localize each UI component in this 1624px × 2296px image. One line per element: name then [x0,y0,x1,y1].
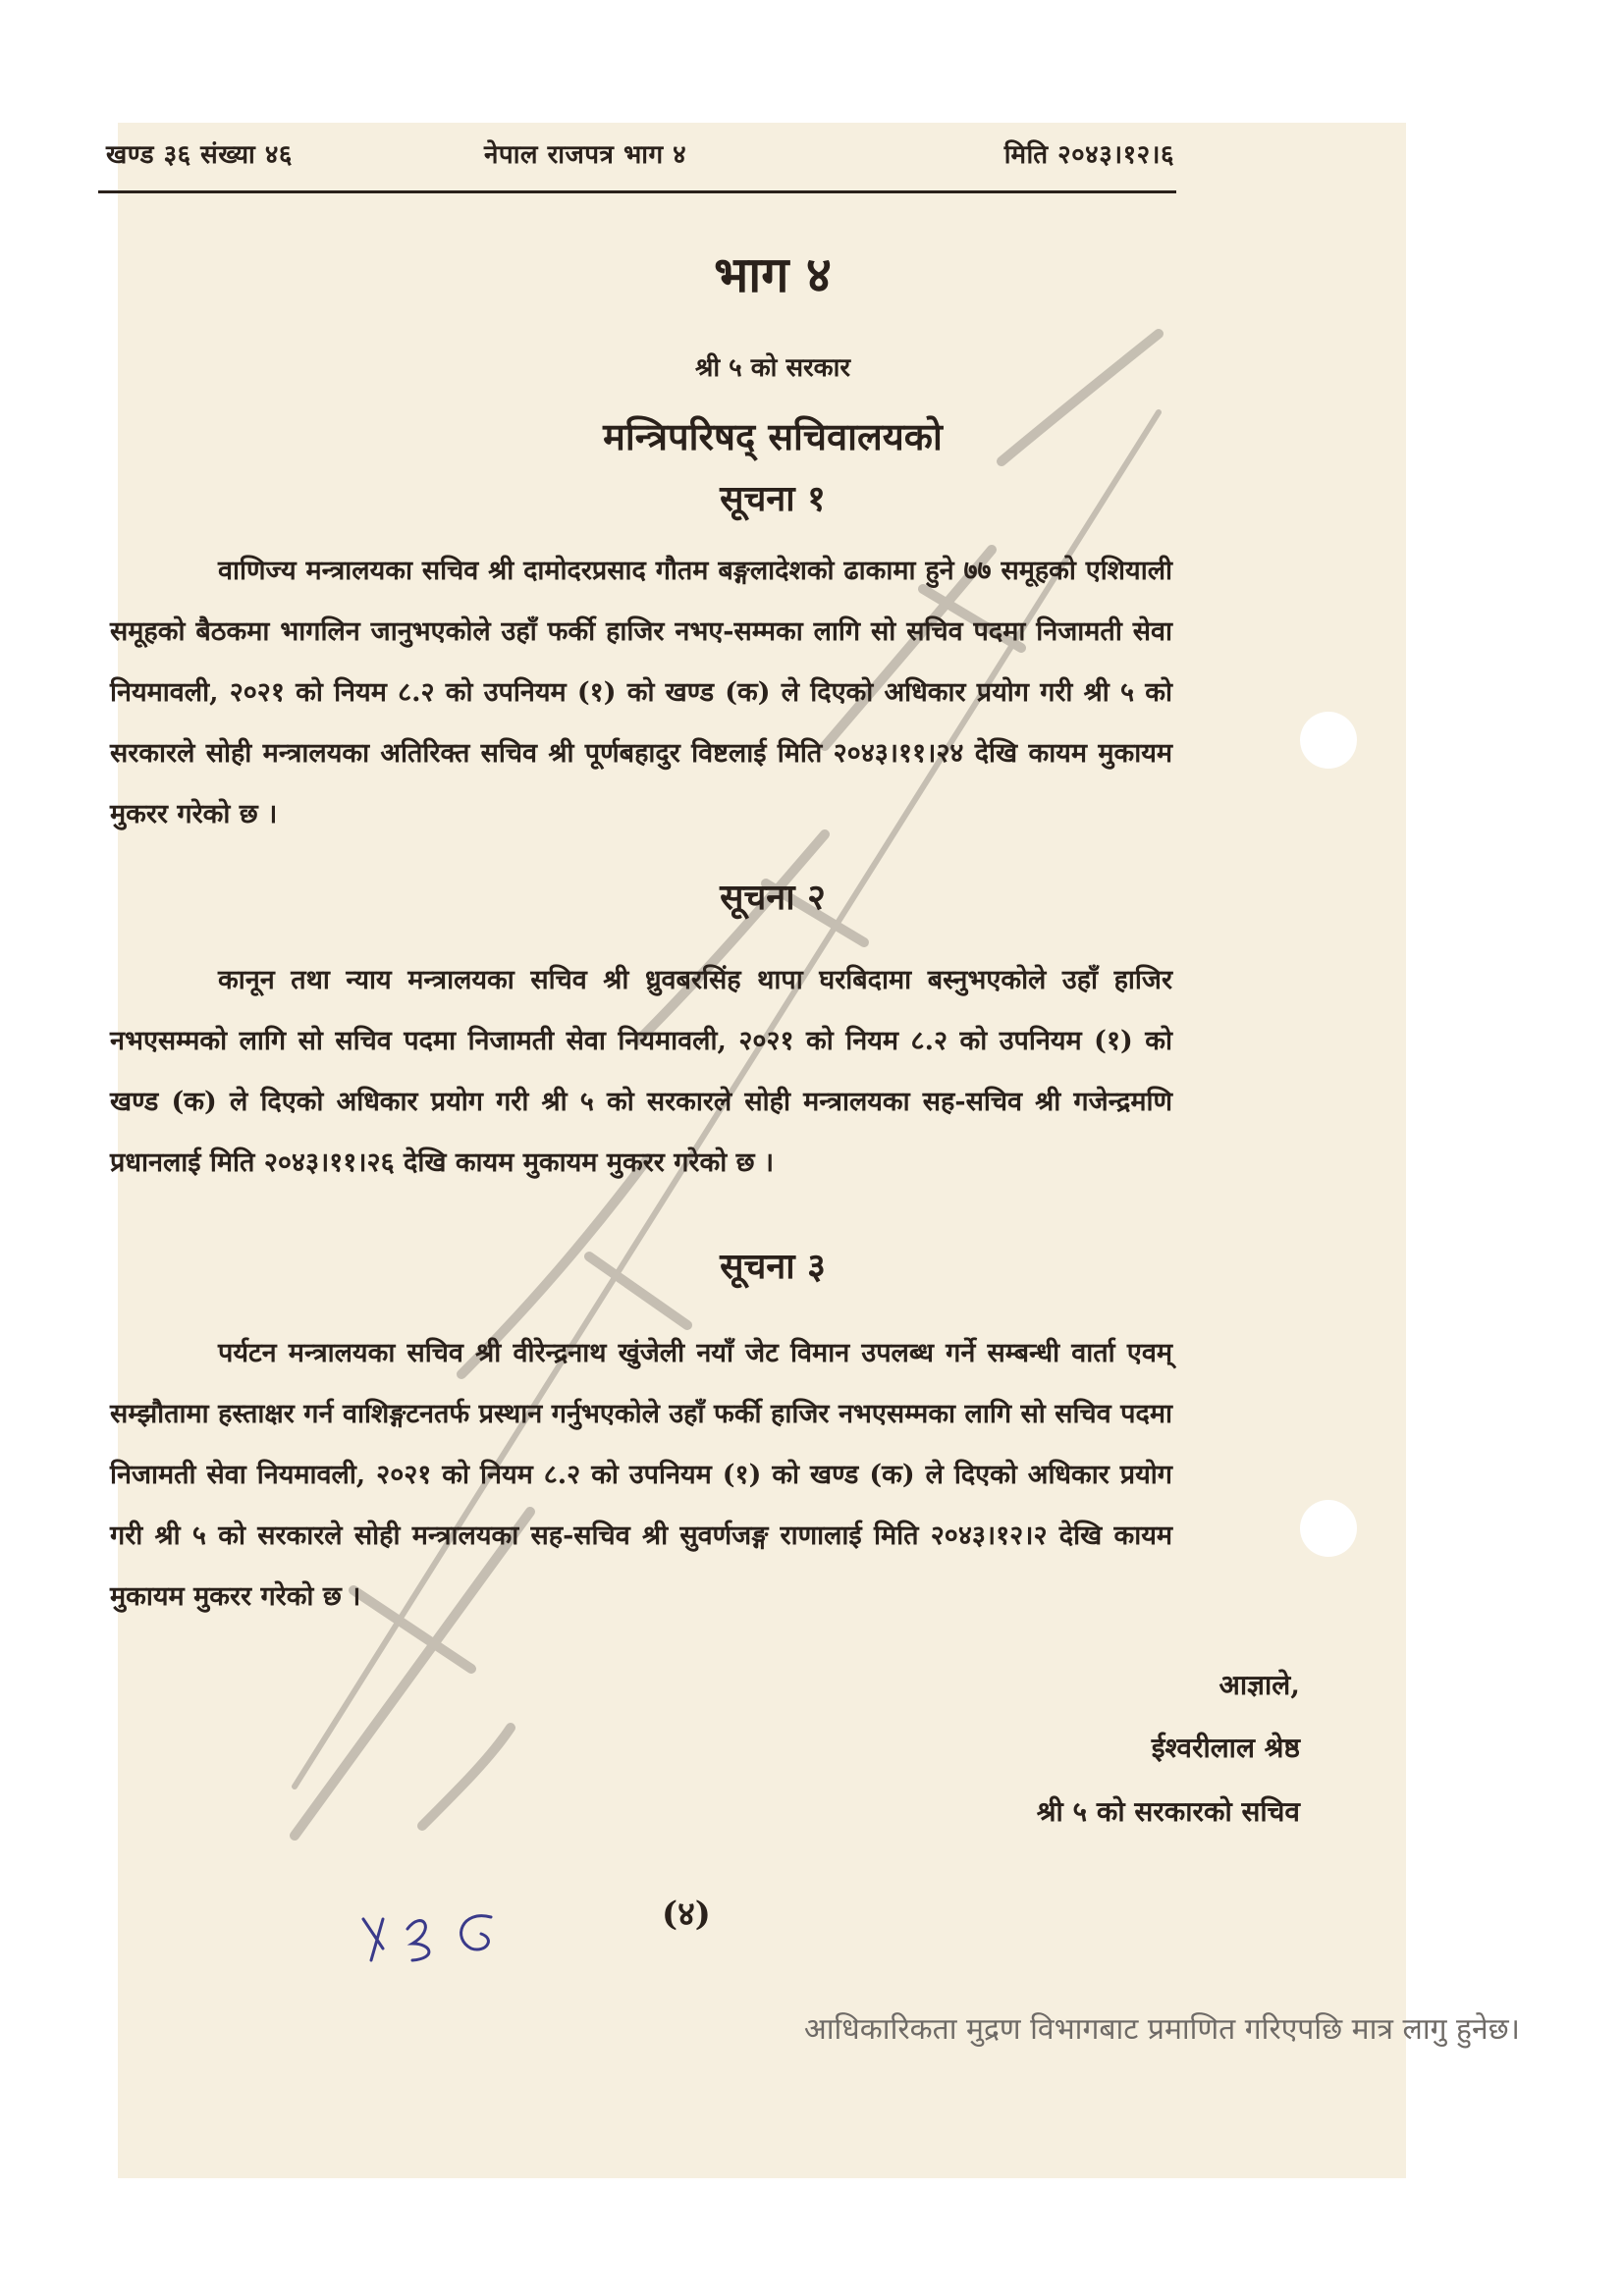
punch-hole [1300,1500,1357,1557]
page-number: (४) [662,1895,711,1934]
notice-2-body: कानून तथा न्याय मन्त्रालयका सचिव श्री ध्रुवबरसिंह थापा घरबिदामा बस्नुभएकोले उहाँ हाजिर नभएसम्मको लागि सो सचिव पदमा निजामती सेवा नियमावली, २०२१ को नियम ८.२ को उपनियम (१) को खण्ड (क) ले दिएको अधिकार प्रयोग गरी श्री ५ को सरकारले सोही मन्त्रालयका सह-सचिव श्री गजेन्द्रमणि प्रधानलाई मिति २०४३।११।२६ देखि कायम मुकायम मुकरर गरेको छ । [110,965,1172,1178]
signatory-title: श्री ५ को सरकारको सचिव [1036,1795,1300,1828]
punch-hole [1300,712,1357,769]
government-name: श्री ५ को सरकार [694,353,851,383]
gazette-part-label: नेपाल राजपत्र भाग ४ [484,140,687,170]
header-rule [98,190,1176,193]
notice-3-title: सूचना ३ [720,1246,826,1287]
handwritten-page-mark [353,1899,511,1968]
part-title: भाग ४ [714,245,832,303]
volume-issue: खण्ड ३६ संख्या ४६ [106,140,293,170]
office-name: मन्त्रिपरिषद् सचिवालयको [603,414,943,458]
notice-2-title: सूचना २ [720,877,826,918]
notice-1-body: वाणिज्य मन्त्रालयका सचिव श्री दामोदरप्रसाद गौतम बङ्गलादेशको ढाकामा हुने ७७ समूहको एशियाली समूहको बैठकमा भागलिन जानुभएकोले उहाँ फर्की हाजिर नभए-सम्मका लागि सो सचिव पदमा निजामती सेवा नियमावली, २०२१ को नियम ८.२ को उपनियम (१) को खण्ड (क) ले दिएको अधिकार प्रयोग गरी श्री ५ को सरकारले सोही मन्त्रालयका अतिरिक्त सचिव श्री पूर्णबहादुर विष्टलाई मिति २०४३।११।२४ देखि कायम मुकायम मुकरर गरेको छ । [110,556,1172,829]
signature-by-order: आज्ञाले, [1218,1669,1300,1701]
gazette-header [98,135,1176,179]
issue-date: मिति २०४३।१२।६ [1003,140,1174,170]
authenticity-footer-note: आधिकारिकता मुद्रण विभागबाट प्रमाणित गरिएपछि मात्र लागु हुनेछ। [803,2012,1520,2047]
notice-1-title: सूचना १ [720,478,826,519]
notice-3-body: पर्यटन मन्त्रालयका सचिव श्री वीरेन्द्रनाथ खुंजेली नयाँ जेट विमान उपलब्ध गर्ने सम्बन्धी वार्ता एवम् सम्झौतामा हस्ताक्षर गर्न वाशिङ्गटनतर्फ प्रस्थान गर्नुभएकोले उहाँ फर्की हाजिर नभएसम्मका लागि सो सचिव पदमा निजामती सेवा नियमावली, २०२१ को नियम ८.२ को उपनियम (१) को खण्ड (क) ले दिएको अधिकार प्रयोग गरी श्री ५ को सरकारले सोही मन्त्रालयका सह-सचिव श्री सुवर्णजङ्ग राणालाई मिति २०४३।१२।२ देखि कायम मुकायम मुकरर गरेको छ । [110,1338,1172,1612]
signatory-name: ईश्वरीलाल श्रेष्ठ [1151,1732,1300,1764]
